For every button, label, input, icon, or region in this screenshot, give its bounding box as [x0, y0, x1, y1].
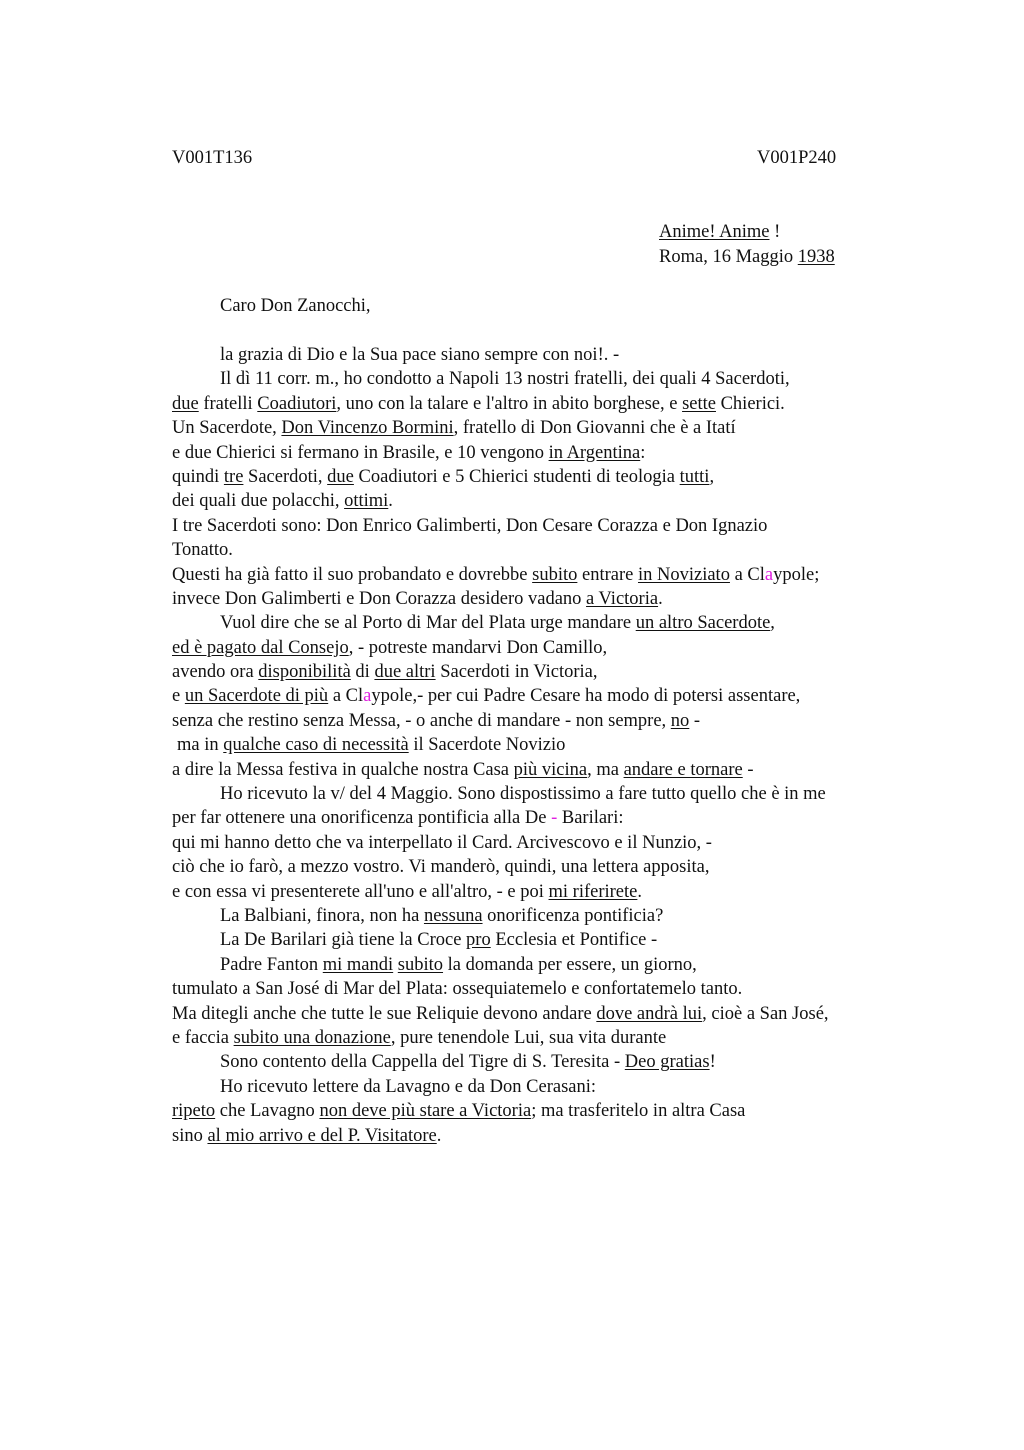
body-text-segment: , — [709, 466, 715, 487]
salutation: Caro Don Zanocchi, — [220, 296, 371, 316]
body-text-segment: tumulato a San José di Mar del Plata: ossequiatemelo e confortatemelo tanto. — [172, 979, 743, 1000]
body-line — [172, 1026, 932, 1050]
body-text-segment: il Sacerdote Novizio — [408, 735, 566, 756]
highlighted-char: a — [764, 564, 774, 585]
body-line — [172, 733, 932, 757]
body-text-segment: e — [172, 686, 185, 707]
body-text-segment: a dire la Messa festiva in qualche nostra Casa — [172, 759, 514, 780]
underlined-text: Don Vincenzo Bormini — [281, 418, 454, 439]
body-line — [172, 1050, 932, 1074]
underlined-text: non deve più stare a Victoria — [319, 1101, 532, 1122]
underlined-text: andare e tornare — [623, 759, 743, 780]
underlined-text: in Argentina — [548, 442, 641, 463]
body-line — [172, 636, 932, 660]
body-line — [172, 538, 932, 562]
underlined-text: tre — [223, 466, 244, 487]
body-text-segment: . — [436, 1125, 442, 1146]
underlined-text: dove andrà lui — [596, 1003, 703, 1024]
date-year: 1938 — [797, 246, 835, 267]
motto-underlined: Anime! Anime — [659, 222, 770, 242]
body-text-segment: Ho ricevuto la v/ del 4 Maggio. Sono dispostissimo a fare tutto quello che è in me — [220, 784, 826, 805]
body-line — [172, 611, 932, 635]
body-text-segment: Ho ricevuto lettere da Lavagno e da Don Cerasani: — [220, 1076, 597, 1097]
document-code-left: V001T136 — [172, 148, 253, 168]
body-text-segment: ! — [709, 1052, 716, 1073]
body-line — [172, 953, 932, 977]
body-text-segment: Un Sacerdote, — [172, 418, 282, 439]
body-text-segment: : — [640, 442, 646, 463]
body-line — [172, 660, 932, 684]
body-text-segment: entrare — [577, 564, 638, 585]
body-text-segment: di — [350, 662, 375, 683]
body-text-segment: , — [770, 613, 775, 634]
body-line — [172, 880, 932, 904]
body-text-segment: ma in — [177, 735, 224, 756]
motto-exclamation: ! — [769, 222, 781, 242]
body-text-segment: ypole,- per cui Padre Cesare ha modo di potersi assentare, — [371, 686, 801, 707]
body-text-segment: , ma — [587, 759, 624, 780]
body-text-segment: Padre Fanton — [220, 954, 323, 975]
underlined-text: mi riferirete — [548, 881, 638, 902]
body-text-segment: Sacerdoti in Victoria, — [435, 662, 598, 683]
underlined-text: subito — [532, 564, 578, 585]
body-text-segment: Vuol dire che se al Porto di Mar del Plata urge mandare — [220, 613, 636, 634]
body-text-segment: Ecclesia et Pontifice - — [490, 930, 658, 951]
underlined-text: tutti — [679, 466, 710, 487]
highlighted-char: - — [551, 808, 558, 829]
underlined-text: disponibilità — [258, 662, 351, 683]
motto-line — [659, 220, 835, 245]
body-text-segment: , - potreste mandarvi Don Camillo, — [348, 637, 608, 658]
underlined-text: ottimi — [344, 491, 389, 512]
body-text-segment: Sono contento della Cappella del Tigre di S. Teresita - — [220, 1052, 625, 1073]
body-text-segment: sino — [172, 1125, 208, 1146]
body-text-segment: e faccia — [172, 1027, 234, 1048]
body-text-segment: ; ma trasferitelo in altra Casa — [531, 1101, 746, 1122]
body-text-segment: Sacerdoti, — [243, 466, 328, 487]
body-line — [172, 709, 932, 733]
body-text-segment: fratelli — [198, 393, 258, 414]
underlined-text: al mio arrivo e del P. Visitatore — [207, 1125, 437, 1146]
date-text: Roma, 16 Maggio — [659, 246, 798, 267]
body-text-segment: . — [637, 881, 642, 902]
underlined-text: due altri — [374, 662, 436, 683]
body-text-segment: dei quali due polacchi, — [172, 491, 345, 512]
document-code-right: V001P240 — [757, 148, 837, 168]
letter-heading — [659, 220, 835, 269]
body-text-segment: e con essa vi presenterete all'uno e all'altro, - e poi — [172, 881, 549, 902]
body-text-segment: Coadiutori e 5 Chierici studenti di teologia — [353, 466, 680, 487]
underlined-text: ed è pagato dal Consejo — [172, 637, 349, 658]
body-text-segment: . — [388, 491, 393, 512]
body-text-segment: invece Don Galimberti e Don Corazza desidero vadano — [172, 588, 587, 609]
underlined-text: Coadiutori — [257, 393, 337, 414]
body-text-segment: e due Chierici si fermano in Brasile, e 10 vengono — [172, 442, 549, 463]
body-line — [172, 806, 932, 830]
body-text-segment: Questi ha già fatto il suo probandato e dovrebbe — [172, 564, 533, 585]
underlined-text: in Noviziato — [637, 564, 730, 585]
body-text-segment: che Lavagno — [215, 1101, 320, 1122]
underlined-text: Deo gratias — [624, 1052, 710, 1073]
body-text-segment: Tonatto. — [172, 540, 233, 561]
body-line — [172, 465, 932, 489]
body-text-segment: avendo ora — [172, 662, 259, 683]
body-text-segment: . — [658, 588, 663, 609]
underlined-text: due — [172, 393, 199, 414]
letter-body — [172, 343, 932, 1148]
underlined-text: mi mandi — [322, 954, 394, 975]
underlined-text: qualche caso di necessità — [223, 735, 409, 756]
body-text-segment: La Balbiani, finora, non ha — [220, 905, 424, 926]
body-text-segment: la domanda per essere, un giorno, — [443, 954, 697, 975]
body-line — [172, 514, 932, 538]
body-line — [172, 343, 932, 367]
underlined-text: più vicina — [513, 759, 588, 780]
body-line — [172, 563, 932, 587]
body-text-segment: qui mi hanno detto che va interpellato il Card. Arcivescovo e il Nunzio, - — [172, 832, 712, 853]
body-line — [172, 928, 932, 952]
body-line — [172, 855, 932, 879]
body-line — [172, 684, 932, 708]
body-line — [172, 489, 932, 513]
body-text-segment: La De Barilari già tiene la Croce — [220, 930, 467, 951]
body-text-segment: senza che restino senza Messa, - o anche di mandare - non sempre, — [172, 710, 671, 731]
body-text-segment: , uno con la talare e l'altro in abito borghese, e — [336, 393, 683, 414]
body-text-segment: a Cl — [328, 686, 364, 707]
body-line — [172, 587, 932, 611]
underlined-text: subito — [397, 954, 444, 975]
underlined-text: subito una donazione — [233, 1027, 391, 1048]
body-text-segment: onorificenza pontificia? — [482, 905, 664, 926]
underlined-text: un altro Sacerdote — [635, 613, 771, 634]
body-line — [172, 782, 932, 806]
underlined-text: no — [670, 710, 690, 731]
body-text-segment: - — [742, 759, 754, 780]
body-line — [172, 367, 932, 391]
body-text-segment: Il dì 11 corr. m., ho condotto a Napoli 13 nostri fratelli, dei quali 4 Sacerdoti, — [220, 369, 790, 390]
underlined-text: due — [327, 466, 354, 487]
body-text-segment: ypole; — [773, 564, 820, 585]
body-line — [172, 1075, 932, 1099]
underlined-text: un Sacerdote di più — [184, 686, 329, 707]
body-line — [172, 1002, 932, 1026]
body-line — [172, 392, 932, 416]
body-text-segment: Chierici. — [715, 393, 785, 414]
body-line — [172, 758, 932, 782]
body-text-segment: Ma ditegli anche che tutte le sue Reliquie devono andare — [172, 1003, 597, 1024]
body-line — [172, 416, 932, 440]
body-text-segment: , cioè a San José, — [702, 1003, 829, 1024]
body-line — [172, 977, 932, 1001]
body-text-segment: a Cl — [729, 564, 765, 585]
body-text-segment: - — [689, 710, 701, 731]
underlined-text: ripeto — [172, 1101, 216, 1122]
body-line — [172, 1099, 932, 1123]
body-line — [172, 904, 932, 928]
body-text-segment: , fratello di Don Giovanni che è a Itatí — [453, 418, 736, 439]
body-text-segment: quindi — [172, 466, 224, 487]
body-text-segment: ciò che io farò, a mezzo vostro. Vi manderò, quindi, una lettera apposita, — [172, 857, 710, 878]
body-text-segment: Barilari: — [557, 808, 624, 829]
body-text-segment: I tre Sacerdoti sono: Don Enrico Galimberti, Don Cesare Corazza e Don Ignazio — [172, 515, 768, 536]
underlined-text: nessuna — [423, 905, 483, 926]
date-line — [659, 245, 835, 270]
highlighted-char: a — [363, 686, 372, 707]
body-text-segment: per far ottenere una onorificenza pontificia alla De — [172, 808, 552, 829]
underlined-text: a Victoria — [586, 588, 659, 609]
body-text-segment: la grazia di Dio e la Sua pace siano sempre con noi!. - — [220, 345, 620, 365]
underlined-text: pro — [466, 930, 491, 951]
body-line — [172, 831, 932, 855]
body-line — [172, 441, 932, 465]
body-text-segment: , pure tenendole Lui, sua vita durante — [390, 1027, 667, 1048]
underlined-text: sette — [682, 393, 716, 414]
body-line — [172, 1124, 932, 1148]
